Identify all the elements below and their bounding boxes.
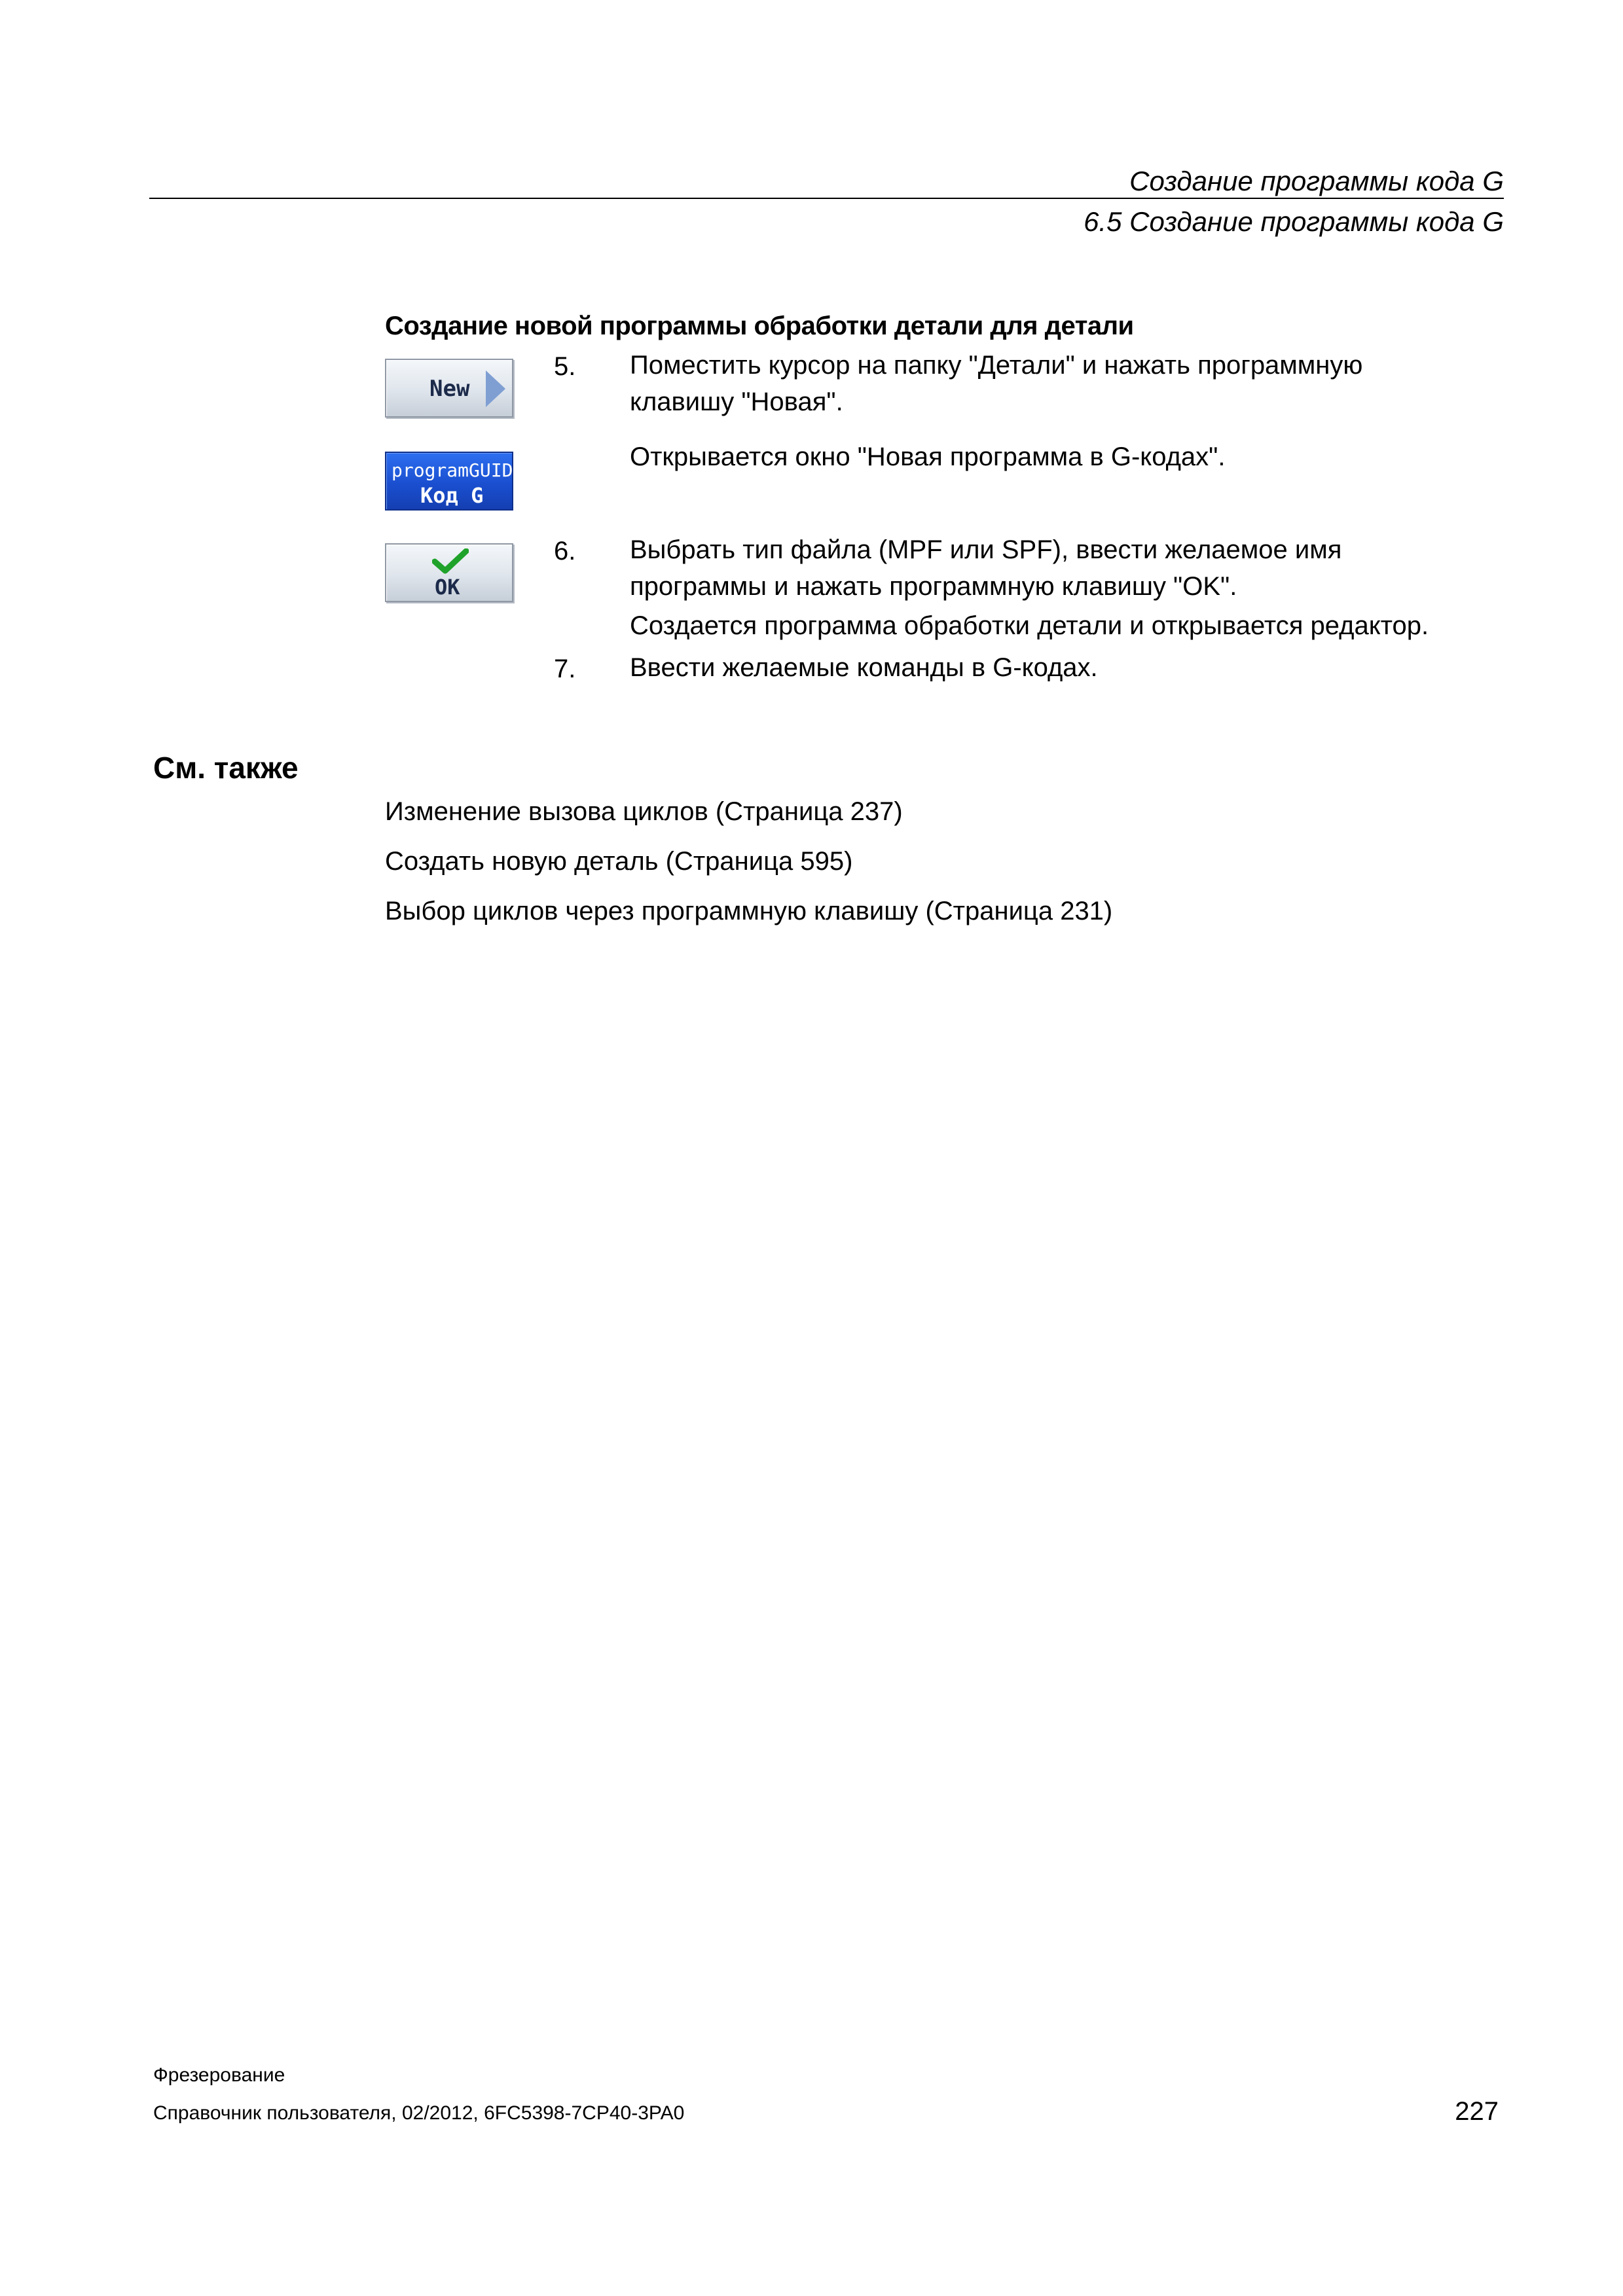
checkmark-icon (432, 548, 469, 575)
new-softkey-label: New (429, 376, 470, 402)
step-result: Открывается окно "Новая программа в G-кодах". (630, 442, 1226, 471)
arrow-right-icon (486, 370, 505, 407)
step-number: 5. (554, 352, 576, 381)
programguide-gcode-softkey-icon (385, 452, 524, 511)
step-text-line: программы и нажать программную клавишу "OK". (630, 572, 1237, 601)
step-number: 7. (554, 655, 576, 683)
new-softkey-icon (385, 359, 513, 418)
step-text-line: Выбрать тип файла (MPF или SPF), ввести желаемое имя (630, 535, 1342, 564)
see-also-link[interactable]: Изменение вызова циклов (Страница 237) (385, 797, 903, 826)
footer-title: Фрезерование (153, 2064, 285, 2086)
step-text (630, 531, 1341, 605)
programguide-label: programGUIDE (392, 459, 524, 481)
page-number: 227 (1455, 2097, 1499, 2126)
step-number: 6. (554, 537, 576, 565)
ok-softkey-icon (385, 543, 513, 602)
ok-softkey-label: OK (435, 575, 460, 600)
see-also-link[interactable]: Создать новую деталь (Страница 595) (385, 847, 853, 876)
step-text (630, 649, 1098, 686)
running-head-chapter: Создание программы кода G (1129, 166, 1504, 196)
running-head-section: 6.5 Создание программы кода G (1084, 206, 1504, 237)
step-text (630, 347, 1362, 420)
header-rule (149, 198, 1504, 199)
see-also-heading: См. также (153, 751, 299, 785)
subsection-title: Создание новой программы обработки детали для детали (385, 312, 1134, 340)
step-text-line: клавишу "Новая". (630, 387, 843, 416)
step-text-line: Поместить курсор на папку "Детали" и нажать программную (630, 351, 1363, 380)
footer-manual-info: Справочник пользователя, 02/2012, 6FC5398-7CP40-3PA0 (153, 2102, 685, 2124)
gcode-label: Код G (420, 483, 484, 508)
step-result: Создается программа обработки детали и открывается редактор. (630, 611, 1429, 640)
see-also-link[interactable]: Выбор циклов через программную клавишу (Страница 231) (385, 897, 1113, 925)
step-text-line: Ввести желаемые команды в G-кодах. (630, 653, 1098, 682)
